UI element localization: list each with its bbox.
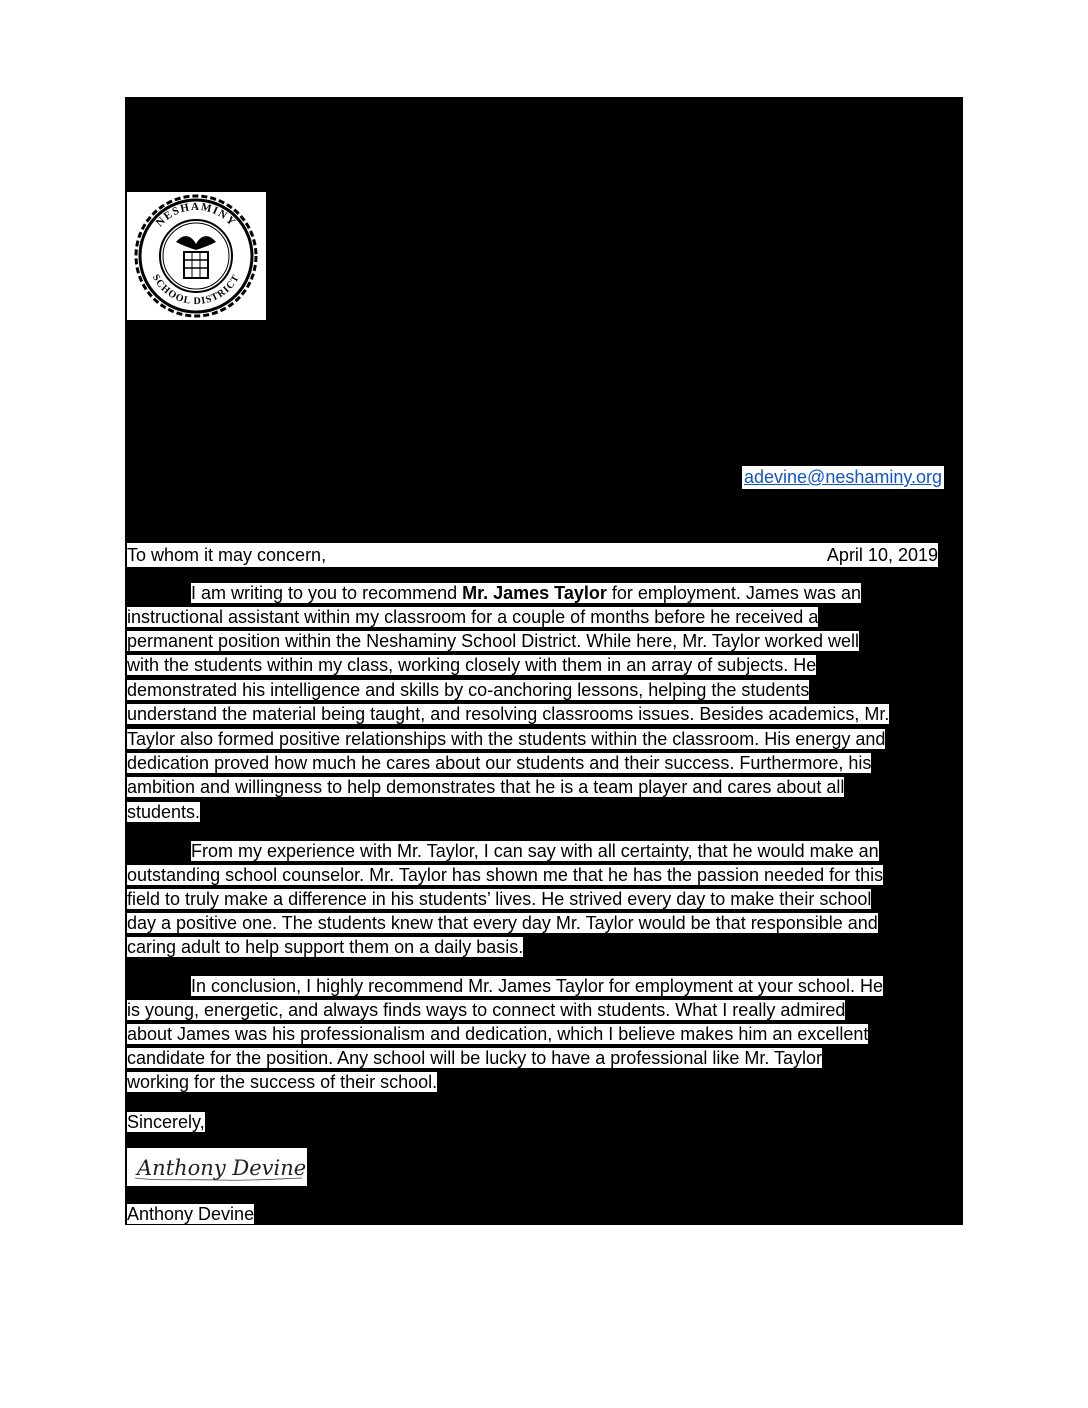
p1-text-a: I am writing to you to recommend [191, 583, 463, 603]
paragraph-3-line-1: In conclusion, I highly recommend Mr. James Taylor for employment at your school. He [191, 976, 883, 996]
paragraph-3-line-2: is young, energetic, and always finds ways to connect with students. What I really admired [127, 1000, 846, 1020]
paragraph-3-line-5: working for the success of their school. [127, 1072, 438, 1092]
paragraph-2-line-1: From my experience with Mr. Taylor, I can say with all certainty, that he would make an [191, 841, 879, 861]
paragraph-1-line-10: students. [127, 802, 201, 822]
email-link[interactable]: adevine@neshaminy.org [744, 467, 943, 487]
handwritten-signature [127, 1148, 307, 1186]
paragraph-1-line-7: Taylor also formed positive relationships with the students within the classroom. His energy and [127, 729, 886, 749]
paragraph-2-line-3: field to truly make a difference in his students’ lives. He strived every day to make their school [127, 889, 872, 909]
paragraph-3-line-4: candidate for the position. Any school will be lucky to have a professional like Mr. Taylor [127, 1048, 823, 1068]
seal-text-bottom: SCHOOL DISTRICT [149, 272, 243, 308]
letter-date: April 10, 2019 [826, 545, 938, 565]
seal-text-top: NESHAMINY [153, 200, 239, 230]
paragraph-1-line-2: instructional assistant within my classroom for a couple of months before he received a [127, 607, 819, 627]
paragraph-1-line-5: demonstrated his intelligence and skills by co-anchoring lessons, helping the students [127, 680, 810, 700]
paragraph-2-line-2: outstanding school counselor. Mr. Taylor has shown me that he has the passion needed for this [127, 865, 884, 885]
signer-name: Anthony Devine [127, 1204, 255, 1224]
paragraph-1-line-6: understand the material being taught, and resolving classrooms issues. Besides academics, Mr. [127, 704, 890, 724]
paragraph-1-line-4: with the students within my class, working closely with them in an array of subjects. He [127, 655, 817, 675]
school-district-seal-logo [127, 192, 266, 320]
recommended-person: Mr. James Taylor [462, 583, 607, 603]
closing: Sincerely, [127, 1112, 205, 1132]
greeting: To whom it may concern, [127, 545, 327, 565]
svg-text:Anthony Devine: Anthony Devine [137, 1156, 307, 1180]
paragraph-2-line-4: day a positive one. The students knew that every day Mr. Taylor would be that responsible and [127, 913, 878, 933]
paragraph-2-line-5: caring adult to help support them on a daily basis. [127, 937, 524, 957]
paragraph-3-line-3: about James was his professionalism and dedication, which I believe makes him an excellent [127, 1024, 869, 1044]
paragraph-1-line-3: permanent position within the Neshaminy School District. While here, Mr. Taylor worked well [127, 631, 859, 651]
p1-text-c: for employment. James was an [606, 583, 861, 603]
greeting-line [127, 543, 938, 567]
paragraph-1-line-1 [191, 581, 861, 605]
paragraph-1-line-8: dedication proved how much he cares about our students and their success. Furthermore, his [127, 753, 872, 773]
paragraph-1-line-9: ambition and willingness to help demonstrates that he is a team player and cares about all [127, 777, 845, 797]
